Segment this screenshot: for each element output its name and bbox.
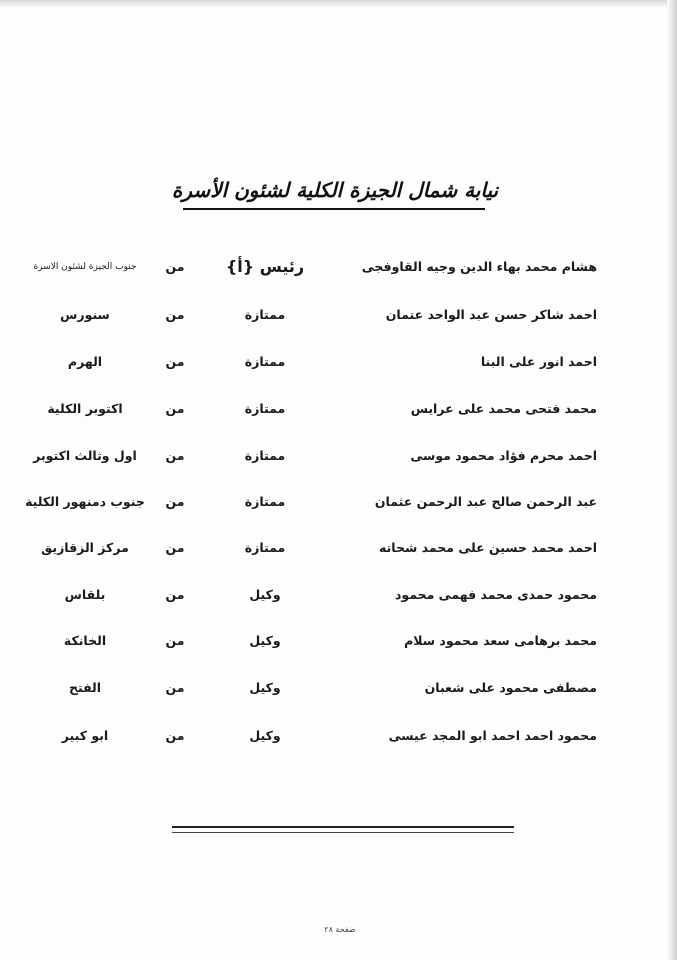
table-row <box>0 723 677 749</box>
member-name: احمد محمد حسين على محمد شحاته <box>379 540 597 555</box>
document-title: نيابة شمال الجيزة الكلية لشئون الأسرة <box>171 178 499 202</box>
from-label: من <box>165 259 185 274</box>
member-name: احمد شاكر حسن عبد الواحد عتمان <box>385 307 597 322</box>
office-name: اول وثالث اكتوبر <box>33 448 137 463</box>
office-name: الخانكة <box>63 633 107 648</box>
member-rank: وكيل <box>249 587 281 602</box>
from-label: من <box>165 401 185 416</box>
from-label: من <box>165 307 185 322</box>
from-label: من <box>165 680 185 695</box>
table-row <box>0 349 677 375</box>
member-rank: وكيل <box>249 728 281 743</box>
member-rank: وكيل <box>249 680 281 695</box>
table-row <box>0 443 677 469</box>
table-row <box>0 628 677 654</box>
from-label: من <box>165 587 185 602</box>
office-name: سنورس <box>60 307 110 322</box>
member-name: احمد محرم فؤاد محمود موسى <box>410 448 597 463</box>
member-rank: ممتازة <box>244 494 286 509</box>
table-row <box>0 535 677 561</box>
member-name: محمد برهامى سعد محمود سلام <box>404 633 597 648</box>
member-name: محمد فتحى محمد على عرايس <box>410 401 597 416</box>
table-row <box>0 302 677 328</box>
office-name: بلقاس <box>64 587 106 602</box>
table-row <box>0 254 677 280</box>
table-row <box>0 675 677 701</box>
office-name: اكتوبر الكلية <box>47 401 123 416</box>
title-underline <box>183 208 485 210</box>
member-rank: ممتازة <box>244 307 286 322</box>
member-rank: ممتازة <box>244 448 286 463</box>
from-label: من <box>165 354 185 369</box>
member-name: هشام محمد بهاء الدين وجيه القاوفجى <box>361 259 597 274</box>
member-rank: ممتازة <box>244 540 286 555</box>
scan-edge-top <box>0 0 677 8</box>
table-row <box>0 489 677 515</box>
member-name: محمود حمدى محمد فهمى محمود <box>394 587 597 602</box>
member-rank: رئيس {أ} <box>225 257 305 276</box>
office-name: الهرم <box>67 354 103 369</box>
member-rank: ممتازة <box>244 354 286 369</box>
from-label: من <box>165 494 185 509</box>
footer-rule <box>172 826 514 828</box>
member-rank: وكيل <box>249 633 281 648</box>
office-name: جنوب الجيزة لشئون الاسرة <box>33 262 137 272</box>
table-row <box>0 582 677 608</box>
member-name: مصطفى محمود على شعبان <box>424 680 597 695</box>
office-name: ابو كبير <box>61 728 109 743</box>
page-number: صفحة ٢٨ <box>324 925 356 934</box>
from-label: من <box>165 540 185 555</box>
scan-edge-right <box>667 0 677 960</box>
office-name: مركز الزقازيق <box>41 540 129 555</box>
from-label: من <box>165 448 185 463</box>
footer-rule-thin <box>172 832 514 833</box>
member-name: عبد الرحمن صالح عبد الرحمن عثمان <box>374 494 597 509</box>
office-name: الفتح <box>68 680 102 695</box>
member-name: احمد انور على البنا <box>480 354 597 369</box>
table-row <box>0 396 677 422</box>
from-label: من <box>165 728 185 743</box>
from-label: من <box>165 633 185 648</box>
member-name: محمود احمد احمد ابو المجد عيسى <box>388 728 597 743</box>
member-rank: ممتازة <box>244 401 286 416</box>
office-name: جنوب دمنهور الكلية <box>25 494 145 509</box>
